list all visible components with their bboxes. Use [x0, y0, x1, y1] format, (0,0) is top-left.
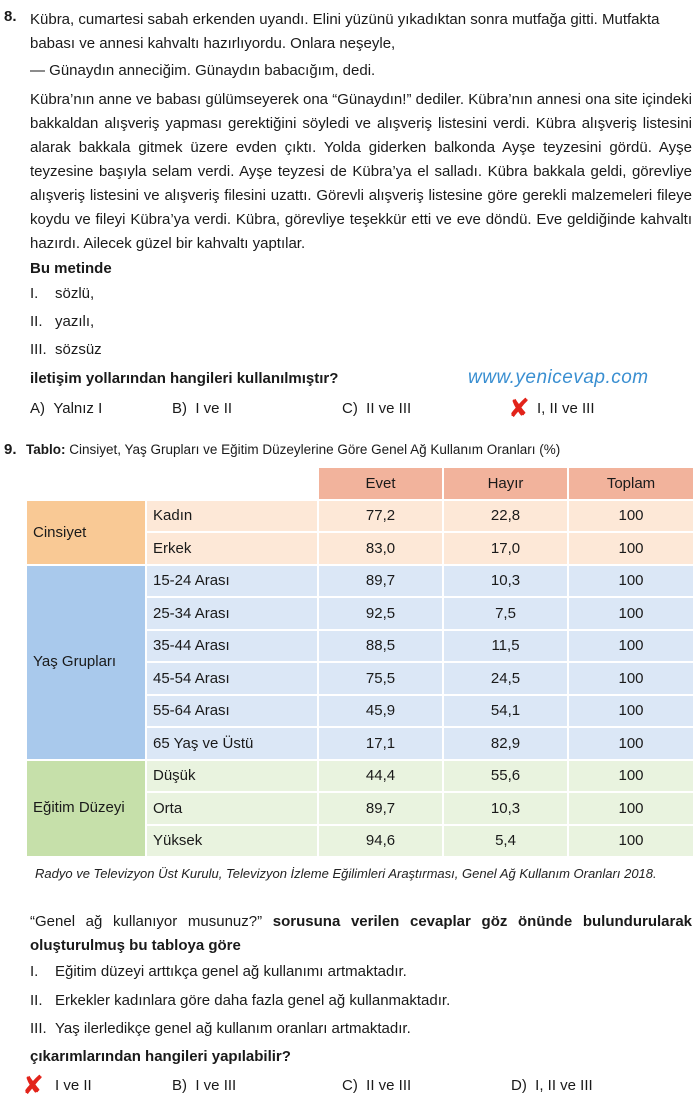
question-8-number: 8. [4, 8, 17, 25]
cell-toplam: 100 [569, 533, 693, 564]
cell-toplam: 100 [569, 566, 693, 597]
option-text: II ve III [366, 400, 412, 417]
q8-dialogue: — Günaydın anneciğim. Günaydın babacığım, dedi. [30, 62, 376, 79]
q8-option-d[interactable] [537, 400, 595, 417]
cell-toplam: 100 [569, 501, 693, 532]
cell-evet: 17,1 [319, 728, 442, 759]
question-rest: sorusuna verilen cevaplar göz önünde bulundurularak oluşturulmuş bu tabloya göre [30, 913, 693, 954]
red-cross-mark-icon: ✘ [22, 1071, 44, 1101]
cell-toplam: 100 [569, 793, 693, 824]
group-cinsiyet: Cinsiyet [27, 501, 145, 564]
item-text: sözlü, [55, 285, 95, 302]
cell-hayir: 10,3 [444, 793, 567, 824]
q8-option-c[interactable] [342, 400, 411, 417]
q9-option-c[interactable] [342, 1077, 411, 1094]
cell-evet: 89,7 [319, 566, 442, 597]
q9-question [30, 910, 692, 958]
item-text: yazılı, [55, 313, 95, 330]
cell-hayir: 82,9 [444, 728, 567, 759]
option-text: II ve III [366, 1077, 412, 1094]
cell-toplam: 100 [569, 598, 693, 629]
caption-label: Tablo: [26, 442, 66, 457]
q9-item-1 [30, 963, 407, 980]
row-label: 55-64 Arası [147, 696, 317, 727]
option-letter: A) [30, 400, 45, 417]
cell-evet: 94,6 [319, 826, 442, 857]
cell-evet: 83,0 [319, 533, 442, 564]
row-label: Yüksek [147, 826, 317, 857]
cell-evet: 44,4 [319, 761, 442, 792]
row-label: 65 Yaş ve Üstü [147, 728, 317, 759]
item-number: III. [30, 341, 47, 358]
table-caption [26, 442, 560, 457]
cell-hayir: 22,8 [444, 501, 567, 532]
cell-evet: 77,2 [319, 501, 442, 532]
q9-option-b[interactable] [172, 1077, 236, 1094]
cell-toplam: 100 [569, 663, 693, 694]
item-text: sözsüz [55, 341, 102, 358]
option-letter: D) [511, 1077, 527, 1094]
cell-hayir: 17,0 [444, 533, 567, 564]
question-quote: “Genel ağ kullanıyor musunuz?” [30, 913, 263, 930]
item-text: Yaş ilerledikçe genel ağ kullanım oranları artmaktadır. [55, 1020, 411, 1037]
q9-question-end: çıkarımlarından hangileri yapılabilir? [30, 1048, 291, 1065]
header-toplam: Toplam [569, 468, 693, 499]
empty-cell [27, 468, 145, 499]
cell-hayir: 11,5 [444, 631, 567, 662]
q9-option-a[interactable] [55, 1077, 92, 1094]
option-letter: B) [172, 400, 187, 417]
item-number: II. [30, 992, 43, 1009]
option-text: Yalnız I [53, 400, 103, 417]
red-cross-mark-icon: ✘ [508, 394, 530, 424]
option-text: I, II ve III [537, 400, 595, 417]
row-label: 25-34 Arası [147, 598, 317, 629]
cell-hayir: 24,5 [444, 663, 567, 694]
cell-hayir: 5,4 [444, 826, 567, 857]
row-label: Düşük [147, 761, 317, 792]
cell-evet: 88,5 [319, 631, 442, 662]
cell-toplam: 100 [569, 826, 693, 857]
option-letter: C) [342, 400, 358, 417]
item-number: III. [30, 1020, 47, 1037]
group-yas: Yaş Grupları [27, 566, 145, 759]
table-row [27, 566, 693, 597]
q8-question: iletişim yollarından hangileri kullanılmıştır? [30, 370, 339, 387]
cell-evet: 75,5 [319, 663, 442, 694]
row-label: Kadın [147, 501, 317, 532]
row-label: 35-44 Arası [147, 631, 317, 662]
item-number: I. [30, 963, 39, 980]
q9-option-d[interactable] [511, 1077, 593, 1094]
empty-cell [147, 468, 317, 499]
header-evet: Evet [319, 468, 442, 499]
question-9-number: 9. [4, 441, 17, 458]
q8-item-2 [30, 313, 94, 330]
row-label: 15-24 Arası [147, 566, 317, 597]
row-label: 45-54 Arası [147, 663, 317, 694]
cell-hayir: 55,6 [444, 761, 567, 792]
table-row [27, 501, 693, 532]
q8-prompt: Bu metinde [30, 260, 112, 277]
q8-option-b[interactable] [172, 400, 232, 417]
option-text: I ve II [55, 1077, 92, 1094]
item-number: II. [30, 313, 43, 330]
q8-paragraph: Kübra’nın anne ve babası gülümseyerek ona “Günaydın!” dediler. Kübra’nın annesi ona site içindeki bakkaldan alışveriş yapması gerektiğini söyledi ve alışveriş listesini verdi. Kübra alışveriş listesini alarak bakkala gitmek üzere evden çıktı. Yolda giderken balkonda Ayşe teyzesini gördü. Ayşe teyzesine başıyla selam verdi. Ayşe teyzesi de Kübra’ya el salladı. Kübra bakkala geldi, görevliye alışveriş listesini ve alışveriş filesini uzattı. Görevli alışveriş listesine göre gerekli malzemeleri fileye koydu ve fileyi Kübra’ya verdi. Kübra, görevliye teşekkür etti ve eve döndü. Eve geldiğinde kahvaltı hazırdı. Ailecek güzel bir kahvaltı yaptılar. [30, 91, 692, 252]
q8-option-a[interactable] [30, 400, 102, 417]
table-header-row [27, 468, 693, 499]
caption-text: Cinsiyet, Yaş Grupları ve Eğitim Düzeylerine Göre Genel Ağ Kullanım Oranları (%) [69, 442, 561, 457]
item-number: I. [30, 285, 39, 302]
cell-evet: 92,5 [319, 598, 442, 629]
table-source: Radyo ve Televizyon Üst Kurulu, Televizyon İzleme Eğilimleri Araştırması, Genel Ağ Kullanım Oranları 2018. [35, 866, 657, 881]
cell-toplam: 100 [569, 696, 693, 727]
q8-item-1 [30, 285, 94, 302]
usage-table [25, 466, 695, 858]
item-text: Eğitim düzeyi arttıkça genel ağ kullanımı artmaktadır. [55, 963, 407, 980]
header-hayir: Hayır [444, 468, 567, 499]
option-letter: B) [172, 1077, 187, 1094]
option-text: I ve III [195, 1077, 237, 1094]
item-text: Erkekler kadınlara göre daha fazla genel ağ kullanmaktadır. [55, 992, 451, 1009]
q9-item-3 [30, 1020, 411, 1037]
cell-toplam: 100 [569, 728, 693, 759]
cell-evet: 45,9 [319, 696, 442, 727]
row-label: Orta [147, 793, 317, 824]
cell-evet: 89,7 [319, 793, 442, 824]
cell-hayir: 54,1 [444, 696, 567, 727]
q9-item-2 [30, 992, 450, 1009]
option-text: I, II ve III [535, 1077, 593, 1094]
q8-line1: Kübra, cumartesi sabah erkenden uyandı. Elini yüzünü yıkadıktan sonra mutfağa gitti. Mutfakta [30, 11, 660, 28]
row-label: Erkek [147, 533, 317, 564]
watermark: www.yenicevap.com [468, 367, 649, 388]
table-row [27, 761, 693, 792]
cell-hayir: 10,3 [444, 566, 567, 597]
q8-item-3 [30, 341, 102, 358]
option-text: I ve II [195, 400, 233, 417]
q8-line2: babası ve annesi kahvaltı hazırlıyordu. Onlara neşeyle, [30, 35, 396, 52]
cell-toplam: 100 [569, 631, 693, 662]
option-letter: C) [342, 1077, 358, 1094]
group-egitim: Eğitim Düzeyi [27, 761, 145, 857]
cell-hayir: 7,5 [444, 598, 567, 629]
cell-toplam: 100 [569, 761, 693, 792]
